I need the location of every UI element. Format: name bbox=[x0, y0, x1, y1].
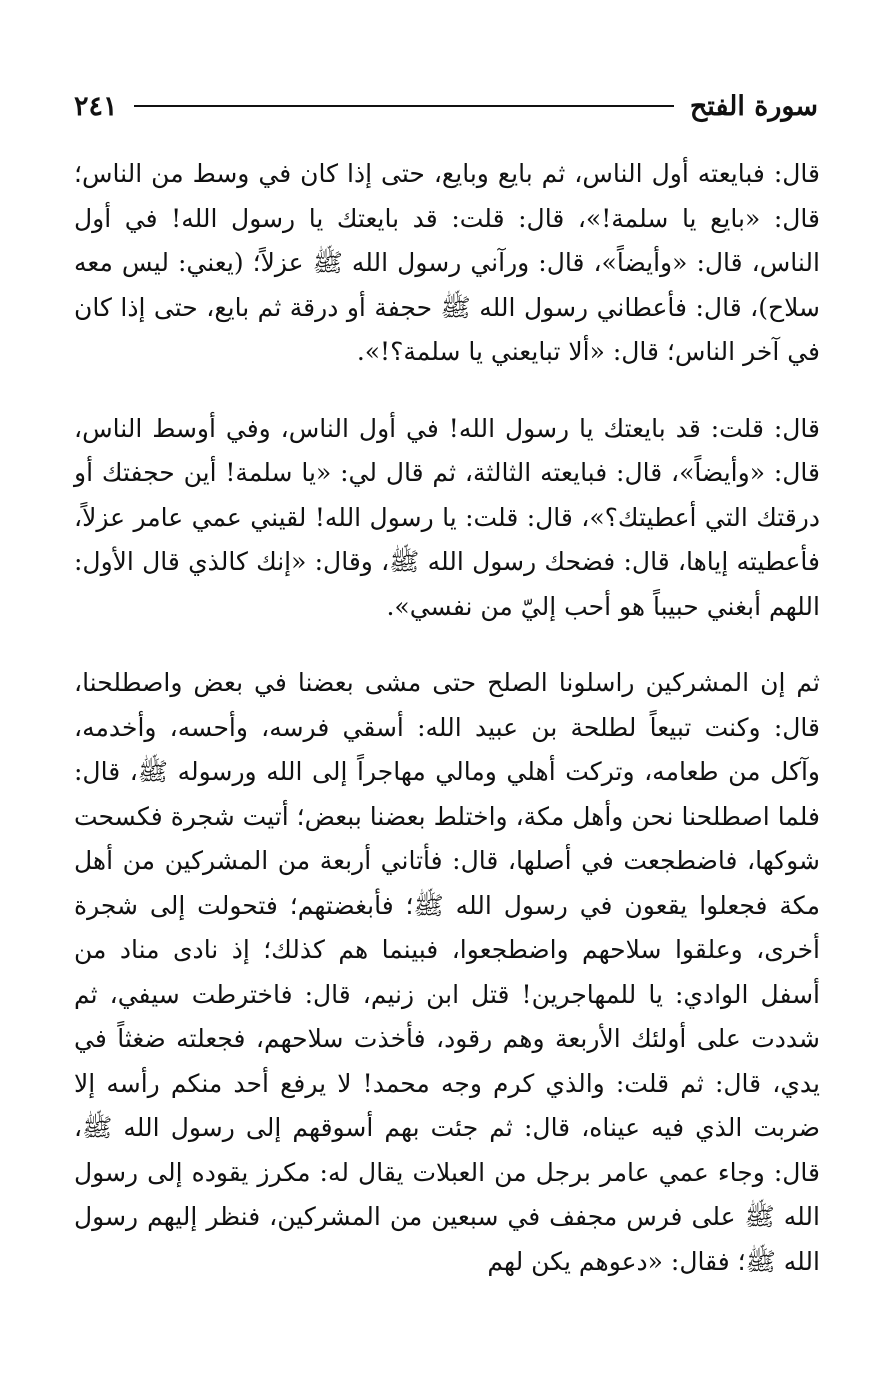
paragraph-1: قال: فبايعته أول الناس، ثم بايع وبايع، حتى إذا كان في وسط من الناس؛ قال: «بايع يا سلمة!»، قال: قلت: قد بايعتك يا رسول الله! في أول الناس، قال: «وأيضاً»، قال: ورآني رسول الله ﷺ عزلاً؛ (يعني: ليس معه سلاح)، قال: فأعطاني رسول الله ﷺ حجفة أو درقة ثم بايع، حتى إذا كان في آخر الناس؛ قال: «ألا تبايعني يا سلمة؟!». bbox=[74, 159, 820, 366]
page-number: ٢٤١ bbox=[74, 90, 118, 122]
surah-title: سورة الفتح bbox=[689, 90, 818, 122]
paragraph-2: قال: قلت: قد بايعتك يا رسول الله! في أول الناس، وفي أوسط الناس، قال: «وأيضاً»، قال: فبايعته الثالثة، ثم قال لي: «يا سلمة! أين حجفتك أو درقتك التي أعطيتك؟»، قال: قلت: يا رسول الله! لقيني عمي عامر عزلاً، فأعطيته إياها، قال: فضحك رسول الله ﷺ، وقال: «إنك كالذي قال الأول: اللهم أبغني حبيباً هو أحب إليّ من نفسي». bbox=[74, 413, 820, 621]
page-body bbox=[74, 152, 820, 1284]
page-header bbox=[74, 86, 818, 126]
paragraph-3: ثم إن المشركين راسلونا الصلح حتى مشى بعضنا في بعض واصطلحنا، قال: وكنت تبيعاً لطلحة بن عبيد الله: أسقي فرسه، وأحسه، وأخدمه، وآكل من طعامه، وتركت أهلي ومالي مهاجراً إلى الله ورسوله ﷺ، قال: فلما اصطلحنا نحن وأهل مكة، واختلط بعضنا ببعض؛ أتيت شجرة فكسحت شوكها، فاضطجعت في أصلها، قال: فأتاني أربعة من المشركين من أهل مكة فجعلوا يقعون في رسول الله ﷺ؛ فأبغضتهم؛ فتحولت إلى شجرة أخرى، وعلقوا سلاحهم واضطجعوا، فبينما هم كذلك؛ إذ نادى مناد من أسفل الوادي: يا للمهاجرين! قتل ابن زنيم، قال: فاخترطت سيفي، ثم شددت على أولئك الأربعة وهم رقود، فأخذت سلاحهم، فجعلته ضغثاً في يدي، قال: ثم قلت: والذي كرم وجه محمد! لا يرفع أحد منكم رأسه إلا ضربت الذي فيه عيناه، قال: ثم جئت بهم أسوقهم إلى رسول الله ﷺ، قال: وجاء عمي عامر برجل من العبلات يقال له: مكرز يقوده إلى رسول الله ﷺ على فرس مجفف في سبعين من المشركين، فنظر إليهم رسول الله ﷺ؛ فقال: «دعوهم يكن لهم bbox=[74, 668, 821, 1276]
header-rule bbox=[134, 105, 674, 107]
